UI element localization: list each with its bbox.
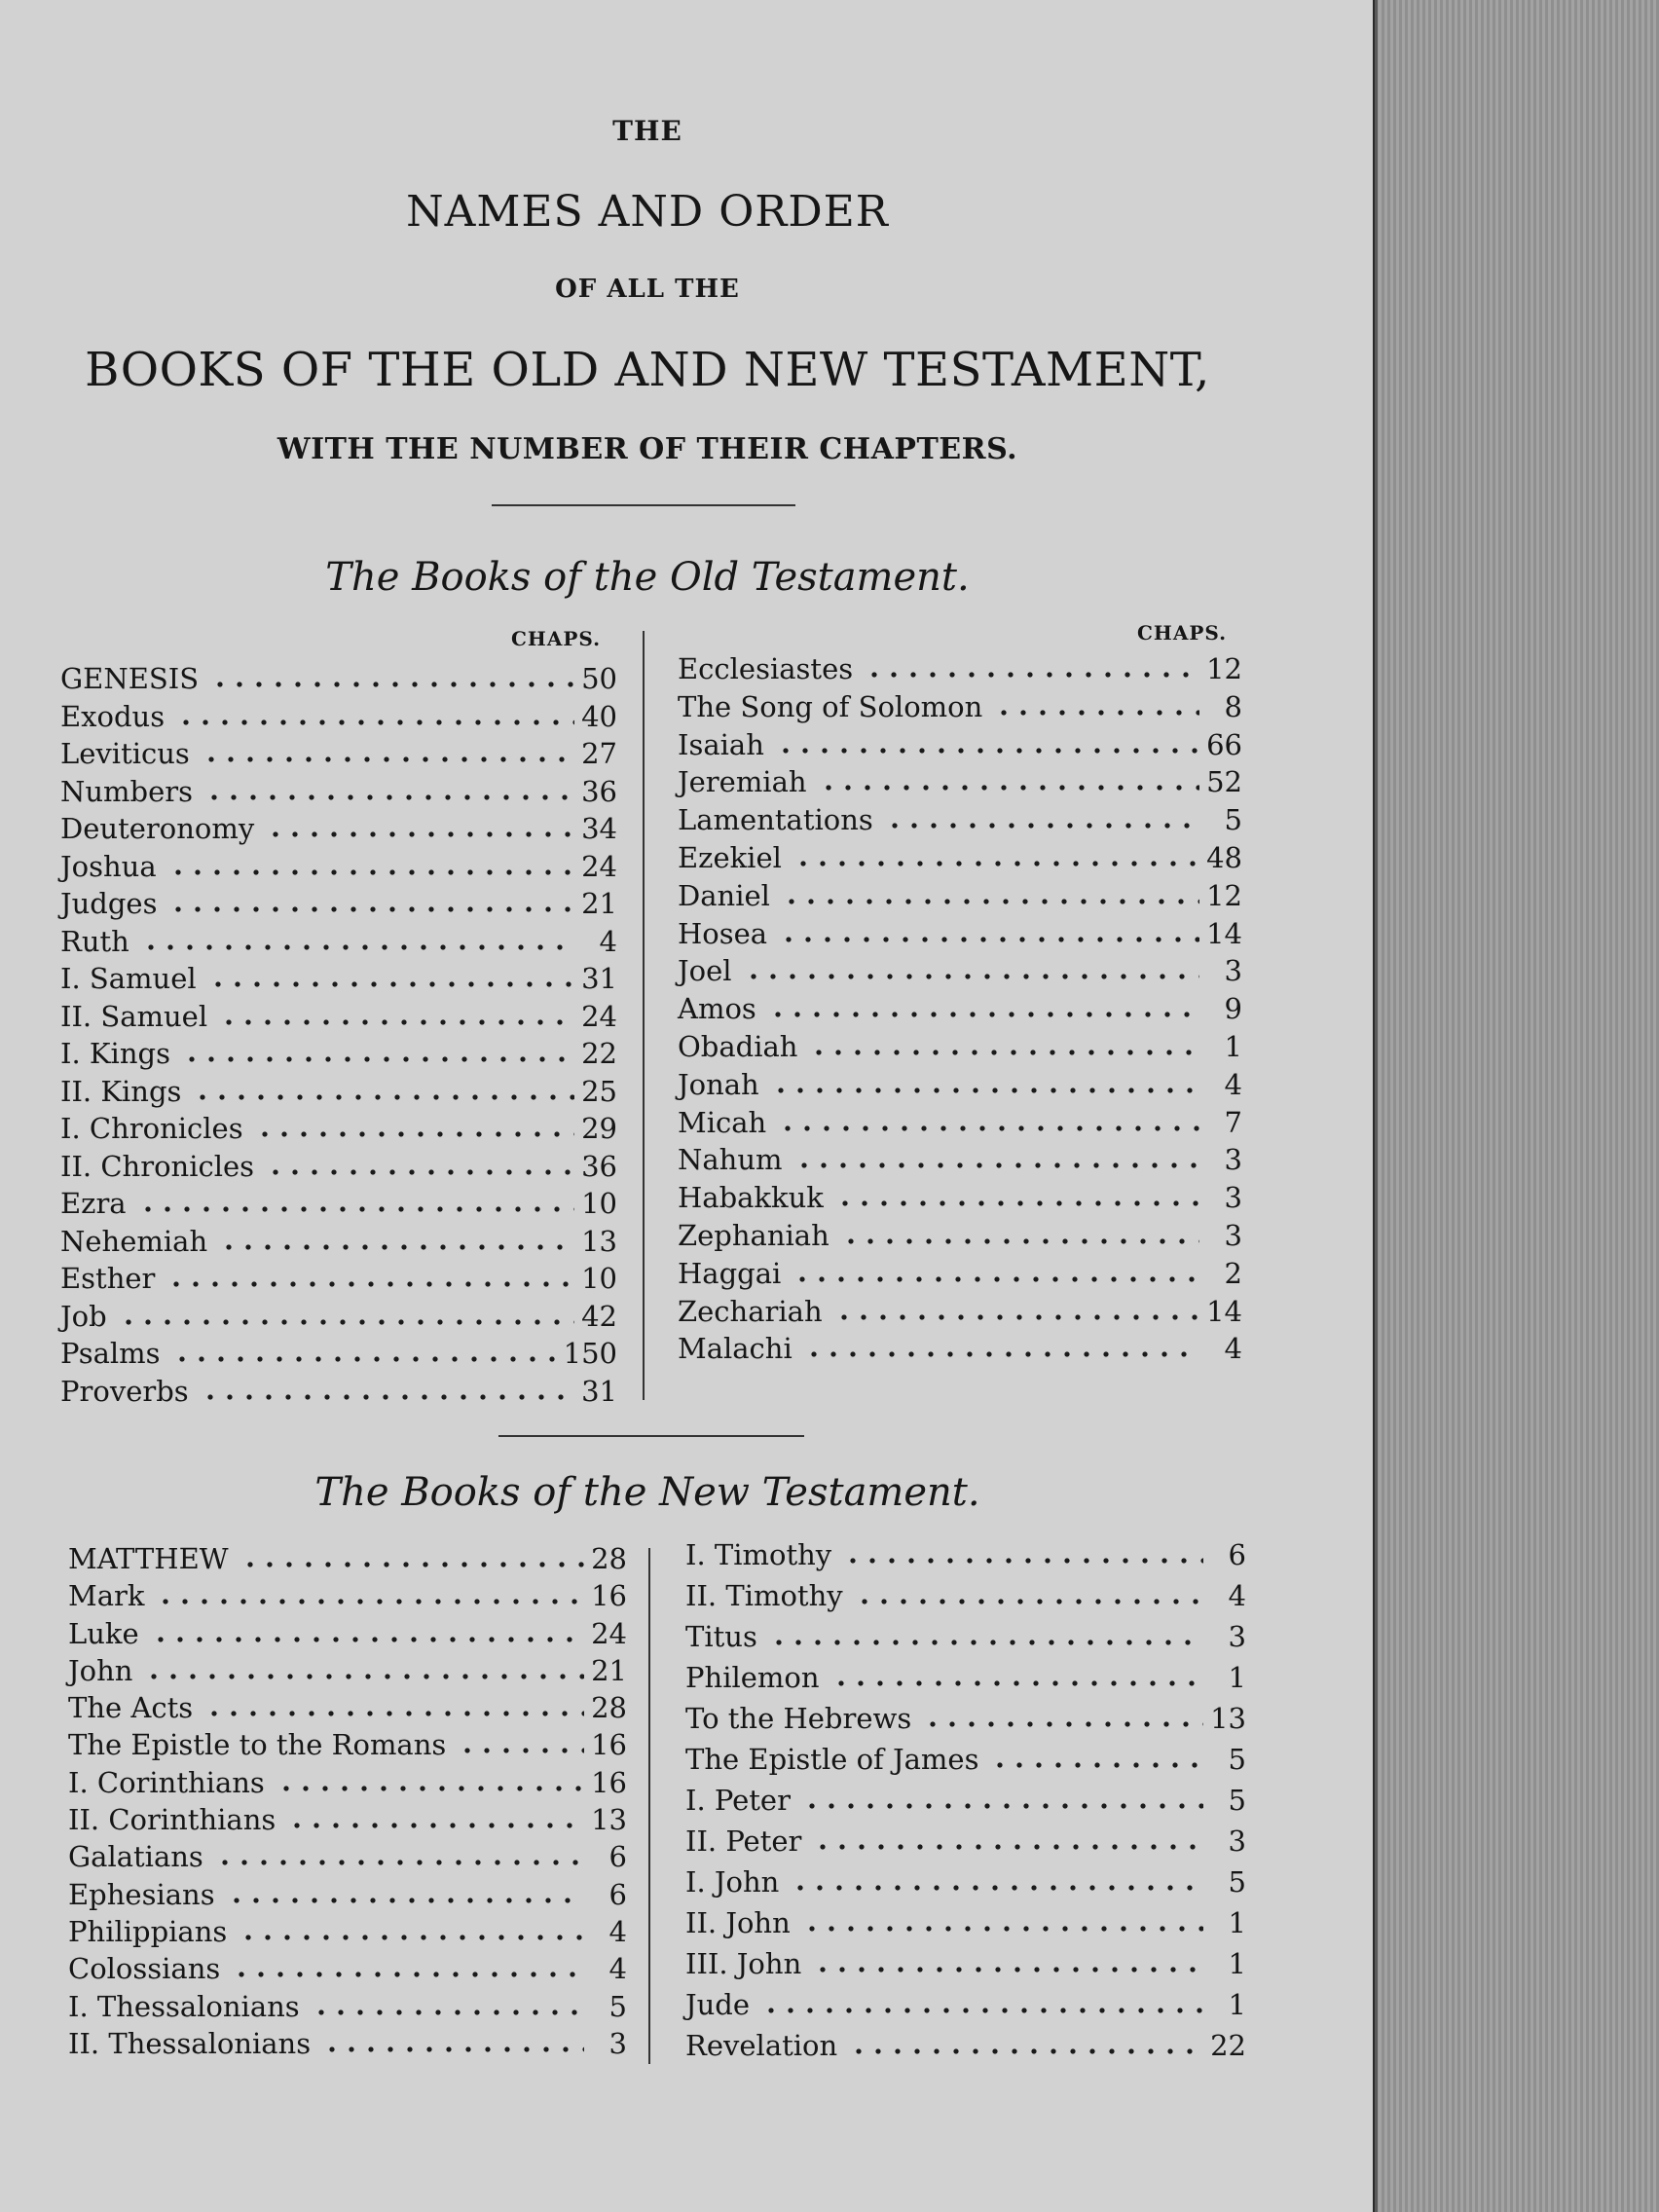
chapter-count: 3 bbox=[608, 2026, 627, 2060]
dot-leader bbox=[819, 780, 1199, 792]
book-entry bbox=[678, 765, 1242, 803]
book-entry bbox=[678, 1106, 1242, 1144]
book-entry bbox=[685, 1906, 1246, 1947]
dot-leader bbox=[793, 1272, 1199, 1283]
book-name: Exodus bbox=[60, 699, 166, 733]
book-name: Joel bbox=[678, 954, 732, 988]
book-name: Ezra bbox=[60, 1187, 127, 1220]
book-name: I. Chronicles bbox=[60, 1112, 243, 1145]
dot-leader bbox=[168, 865, 574, 876]
dot-leader bbox=[151, 1632, 584, 1643]
chaps-label-left: CHAPS. bbox=[511, 627, 602, 650]
dot-leader bbox=[227, 1893, 584, 1904]
book-entry bbox=[68, 1878, 627, 1915]
dot-leader bbox=[794, 1158, 1199, 1169]
dot-leader bbox=[287, 1818, 584, 1829]
book-entry bbox=[678, 1030, 1242, 1068]
book-name: Luke bbox=[68, 1616, 139, 1650]
chapter-count: 22 bbox=[1210, 2029, 1246, 2062]
chapter-count: 1 bbox=[1228, 1906, 1246, 1939]
book-name: Revelation bbox=[685, 2029, 838, 2062]
dot-leader bbox=[266, 827, 574, 838]
chapter-count: 36 bbox=[581, 1149, 617, 1183]
book-name: Colossians bbox=[68, 1952, 221, 1986]
book-name: MATTHEW bbox=[68, 1542, 229, 1575]
chapter-count: 13 bbox=[1210, 1702, 1246, 1735]
book-entry bbox=[685, 1661, 1246, 1702]
book-name: Isaiah bbox=[678, 727, 764, 761]
book-entry bbox=[678, 1332, 1242, 1370]
dot-leader bbox=[322, 2042, 584, 2053]
dot-leader bbox=[119, 1314, 574, 1326]
book-name: Philippians bbox=[68, 1914, 228, 1948]
dot-leader bbox=[215, 1855, 584, 1866]
dot-leader bbox=[793, 856, 1199, 867]
book-name: Ecclesiastes bbox=[678, 652, 854, 685]
book-entry bbox=[685, 1947, 1246, 1988]
book-entry bbox=[60, 1375, 617, 1413]
book-entry bbox=[60, 1037, 617, 1075]
dot-leader bbox=[219, 1014, 574, 1026]
chapter-count: 3 bbox=[1228, 1825, 1246, 1858]
chapter-count: 3 bbox=[1228, 1620, 1246, 1653]
chapter-count: 3 bbox=[1224, 1218, 1242, 1252]
book-entry bbox=[685, 1988, 1246, 2029]
chapter-count: 1 bbox=[1228, 1661, 1246, 1694]
chapter-count: 24 bbox=[581, 999, 617, 1033]
book-name: GENESIS bbox=[60, 662, 200, 695]
book-name: Jonah bbox=[678, 1067, 759, 1101]
chapter-count: 16 bbox=[591, 1765, 627, 1799]
chapter-count: 5 bbox=[1228, 1784, 1246, 1817]
chapter-count: 34 bbox=[581, 812, 617, 845]
dot-leader bbox=[210, 677, 574, 688]
book-name: III. John bbox=[685, 1947, 802, 1980]
book-entry bbox=[68, 1990, 627, 2027]
chapter-count: 5 bbox=[1224, 803, 1242, 837]
book-entry bbox=[678, 917, 1242, 955]
book-name: Esther bbox=[60, 1262, 156, 1295]
book-name: Deuteronomy bbox=[60, 812, 255, 845]
old-testament-left-list bbox=[60, 662, 617, 1412]
book-name: Daniel bbox=[678, 878, 770, 912]
dot-leader bbox=[204, 1706, 584, 1717]
book-name: I. Timothy bbox=[685, 1538, 832, 1571]
dot-leader bbox=[266, 1164, 574, 1176]
book-name: To the Hebrews bbox=[685, 1702, 912, 1735]
heading-names-and-order: NAMES AND ORDER bbox=[406, 187, 889, 237]
book-entry bbox=[685, 1825, 1246, 1865]
book-entry bbox=[60, 1225, 617, 1263]
dot-leader bbox=[813, 1962, 1203, 1973]
book-name: Micah bbox=[678, 1105, 767, 1139]
book-name: II. Peter bbox=[685, 1825, 802, 1858]
new-testament-left-list bbox=[68, 1542, 627, 2064]
chaps-label-right: CHAPS. bbox=[1137, 621, 1228, 645]
dot-leader bbox=[172, 1351, 558, 1363]
dot-leader bbox=[761, 2003, 1203, 2014]
chapter-count: 1 bbox=[1228, 1988, 1246, 2021]
chapter-count: 29 bbox=[581, 1112, 617, 1145]
book-entry bbox=[678, 954, 1242, 992]
book-name: Jude bbox=[685, 1988, 751, 2021]
chapter-count: 31 bbox=[581, 1374, 617, 1408]
chapter-count: 42 bbox=[581, 1299, 617, 1333]
dot-leader bbox=[865, 667, 1199, 679]
dot-leader bbox=[201, 1389, 574, 1401]
chapter-count: 150 bbox=[563, 1337, 617, 1370]
book-entry bbox=[68, 1691, 627, 1728]
chapter-count: 3 bbox=[1224, 1143, 1242, 1177]
chapter-count: 6 bbox=[1228, 1538, 1246, 1571]
book-entry bbox=[60, 1000, 617, 1038]
chapter-count: 2 bbox=[1224, 1256, 1242, 1290]
chapter-count: 3 bbox=[1224, 954, 1242, 988]
dot-leader bbox=[204, 790, 574, 801]
dot-leader bbox=[813, 1839, 1203, 1851]
book-entry bbox=[685, 1784, 1246, 1825]
chapter-count: 28 bbox=[591, 1542, 627, 1575]
book-name: I. Thessalonians bbox=[68, 1989, 300, 2023]
chapter-count: 48 bbox=[1206, 840, 1242, 874]
chapter-count: 13 bbox=[581, 1224, 617, 1258]
divider-rule-top bbox=[492, 504, 795, 506]
book-entry bbox=[60, 775, 617, 813]
book-name: The Song of Solomon bbox=[678, 689, 983, 723]
dot-leader bbox=[232, 1967, 584, 1978]
dot-leader bbox=[843, 1553, 1203, 1565]
chapter-count: 27 bbox=[581, 737, 617, 770]
chapter-count: 25 bbox=[581, 1074, 617, 1108]
dot-leader bbox=[193, 1089, 574, 1101]
book-entry bbox=[678, 1219, 1242, 1257]
heading-with-number-of-chapters: WITH THE NUMBER OF THEIR CHAPTERS. bbox=[276, 432, 1018, 466]
heading-the: THE bbox=[612, 115, 682, 147]
book-entry bbox=[678, 803, 1242, 841]
book-entry bbox=[678, 992, 1242, 1030]
old-testament-title: The Books of the Old Testament. bbox=[325, 555, 970, 600]
dot-leader bbox=[166, 1276, 574, 1288]
book-name: Mark bbox=[68, 1579, 145, 1613]
book-name: II. John bbox=[685, 1906, 791, 1939]
book-name: The Epistle to the Romans bbox=[68, 1728, 447, 1762]
book-entry bbox=[685, 2029, 1246, 2070]
chapter-count: 4 bbox=[599, 924, 617, 958]
old-testament-right-list bbox=[678, 652, 1242, 1370]
book-name: Haggai bbox=[678, 1256, 782, 1290]
chapter-count: 16 bbox=[591, 1579, 627, 1613]
book-name: Hosea bbox=[678, 916, 768, 950]
dot-leader bbox=[176, 715, 574, 726]
dot-leader bbox=[219, 1239, 574, 1251]
book-name: Nehemiah bbox=[60, 1224, 208, 1258]
book-name: I. Corinthians bbox=[68, 1765, 265, 1799]
background-surface bbox=[1379, 0, 1659, 2212]
dot-leader bbox=[182, 1051, 574, 1063]
book-entry bbox=[685, 1579, 1246, 1620]
column-divider-new-testament bbox=[648, 1548, 650, 2064]
book-entry bbox=[68, 1766, 627, 1803]
book-entry bbox=[685, 1538, 1246, 1579]
book-name: I. Kings bbox=[60, 1037, 170, 1070]
book-entry bbox=[60, 812, 617, 850]
book-entry bbox=[678, 652, 1242, 690]
book-entry bbox=[678, 1257, 1242, 1295]
book-entry bbox=[60, 700, 617, 738]
book-name: John bbox=[68, 1653, 133, 1687]
chapter-count: 9 bbox=[1224, 992, 1242, 1026]
book-entry bbox=[685, 1620, 1246, 1661]
dot-leader bbox=[312, 2005, 584, 2016]
dot-leader bbox=[138, 1201, 574, 1213]
dot-leader bbox=[782, 894, 1199, 905]
chapter-count: 24 bbox=[591, 1616, 627, 1650]
dot-leader bbox=[769, 1635, 1203, 1646]
book-entry bbox=[68, 1542, 627, 1579]
dot-leader bbox=[802, 1798, 1203, 1810]
book-name: The Epistle of James bbox=[685, 1743, 979, 1776]
book-name: Joshua bbox=[60, 849, 157, 883]
book-entry bbox=[68, 1952, 627, 1989]
book-entry bbox=[678, 1143, 1242, 1181]
dot-leader bbox=[458, 1743, 584, 1754]
chapter-count: 14 bbox=[1206, 916, 1242, 950]
book-entry bbox=[68, 1915, 627, 1952]
book-name: Zephaniah bbox=[678, 1218, 830, 1252]
dot-leader bbox=[202, 752, 574, 763]
book-name: Nahum bbox=[678, 1143, 783, 1177]
book-name: II. Kings bbox=[60, 1074, 182, 1108]
book-name: Galatians bbox=[68, 1840, 203, 1874]
chapter-count: 4 bbox=[608, 1952, 627, 1986]
book-entry bbox=[68, 1617, 627, 1654]
book-entry bbox=[678, 1295, 1242, 1333]
dot-leader bbox=[240, 1557, 584, 1568]
dot-leader bbox=[990, 1757, 1203, 1769]
chapter-count: 5 bbox=[1228, 1743, 1246, 1776]
dot-leader bbox=[923, 1716, 1203, 1728]
book-name: Malachi bbox=[678, 1332, 793, 1366]
dot-leader bbox=[255, 1126, 574, 1138]
book-entry bbox=[68, 2027, 627, 2064]
book-entry bbox=[60, 850, 617, 888]
chapter-count: 13 bbox=[591, 1803, 627, 1837]
dot-leader bbox=[276, 1781, 584, 1792]
book-name: Job bbox=[60, 1299, 107, 1333]
book-name: II. Timothy bbox=[685, 1579, 843, 1612]
book-entry bbox=[678, 728, 1242, 766]
dot-leader bbox=[849, 2044, 1203, 2055]
dot-leader bbox=[208, 977, 574, 988]
book-name: Ephesians bbox=[68, 1877, 215, 1911]
book-name: II. Corinthians bbox=[68, 1803, 276, 1837]
book-entry bbox=[685, 1743, 1246, 1784]
dot-leader bbox=[855, 1594, 1203, 1605]
dot-leader bbox=[831, 1676, 1203, 1687]
chapter-count: 50 bbox=[581, 662, 617, 695]
chapter-count: 1 bbox=[1228, 1947, 1246, 1980]
chapter-count: 3 bbox=[1224, 1181, 1242, 1215]
dot-leader bbox=[768, 1007, 1199, 1018]
dot-leader bbox=[791, 1880, 1203, 1892]
chapter-count: 14 bbox=[1206, 1294, 1242, 1328]
book-name: I. Peter bbox=[685, 1784, 791, 1817]
chapter-count: 21 bbox=[581, 887, 617, 920]
dot-leader bbox=[744, 969, 1199, 980]
chapter-count: 36 bbox=[581, 774, 617, 808]
book-entry bbox=[68, 1803, 627, 1840]
chapter-count: 1 bbox=[1224, 1029, 1242, 1063]
dot-leader bbox=[802, 1921, 1203, 1933]
book-entry bbox=[60, 1150, 617, 1188]
chapter-count: 4 bbox=[1228, 1579, 1246, 1612]
book-name: I. Samuel bbox=[60, 962, 197, 995]
book-name: The Acts bbox=[68, 1691, 194, 1725]
dot-leader bbox=[779, 932, 1199, 943]
chapter-count: 24 bbox=[581, 849, 617, 883]
book-entry bbox=[678, 841, 1242, 879]
book-entry bbox=[60, 737, 617, 775]
dot-leader bbox=[168, 902, 574, 913]
chapter-count: 31 bbox=[581, 962, 617, 995]
dot-leader bbox=[804, 1346, 1199, 1358]
book-entry bbox=[685, 1702, 1246, 1743]
book-entry bbox=[60, 925, 617, 963]
book-entry bbox=[68, 1654, 627, 1691]
book-name: Obadiah bbox=[678, 1029, 798, 1063]
book-name: Ezekiel bbox=[678, 840, 782, 874]
book-entry bbox=[60, 1187, 617, 1225]
book-entry bbox=[678, 690, 1242, 728]
chapter-count: 4 bbox=[608, 1914, 627, 1948]
book-entry bbox=[60, 662, 617, 700]
book-entry bbox=[60, 1112, 617, 1150]
chapter-count: 28 bbox=[591, 1691, 627, 1725]
dot-leader bbox=[809, 1045, 1199, 1056]
chapter-count: 4 bbox=[1224, 1332, 1242, 1366]
chapter-count: 40 bbox=[581, 699, 617, 733]
book-name: II. Samuel bbox=[60, 999, 208, 1033]
book-name: Proverbs bbox=[60, 1374, 189, 1408]
chapter-count: 52 bbox=[1206, 765, 1242, 799]
new-testament-right-list bbox=[685, 1538, 1246, 2070]
chapter-count: 22 bbox=[581, 1037, 617, 1070]
dot-leader bbox=[776, 743, 1199, 755]
book-entry bbox=[68, 1840, 627, 1877]
dot-leader bbox=[771, 1083, 1199, 1094]
dot-leader bbox=[144, 1669, 584, 1680]
chapter-count: 5 bbox=[1228, 1865, 1246, 1899]
book-name: Habakkuk bbox=[678, 1181, 824, 1215]
book-name: Titus bbox=[685, 1620, 757, 1653]
chapter-count: 21 bbox=[591, 1653, 627, 1687]
book-name: II. Thessalonians bbox=[68, 2026, 312, 2060]
dot-leader bbox=[885, 818, 1199, 830]
chapter-count: 8 bbox=[1224, 689, 1242, 723]
book-entry bbox=[60, 1075, 617, 1113]
book-name: Zechariah bbox=[678, 1294, 823, 1328]
book-name: Psalms bbox=[60, 1337, 161, 1370]
dot-leader bbox=[835, 1196, 1199, 1207]
column-divider-old-testament bbox=[643, 631, 645, 1400]
book-entry bbox=[60, 887, 617, 925]
divider-rule-middle bbox=[498, 1435, 804, 1437]
book-entry bbox=[678, 1181, 1242, 1219]
book-name: I. John bbox=[685, 1865, 780, 1899]
chapter-count: 12 bbox=[1206, 652, 1242, 685]
book-name: Jeremiah bbox=[678, 765, 807, 799]
chapter-count: 12 bbox=[1206, 878, 1242, 912]
chapter-count: 4 bbox=[1224, 1067, 1242, 1101]
chapter-count: 10 bbox=[581, 1262, 617, 1295]
dot-leader bbox=[239, 1930, 584, 1941]
book-entry bbox=[60, 1262, 617, 1300]
book-entry bbox=[60, 1337, 617, 1375]
dot-leader bbox=[141, 940, 574, 951]
chapter-count: 10 bbox=[581, 1187, 617, 1220]
chapter-count: 5 bbox=[608, 1989, 627, 2023]
heading-of-all-the: OF ALL THE bbox=[555, 275, 740, 304]
book-name: Numbers bbox=[60, 774, 194, 808]
chapter-count: 66 bbox=[1206, 727, 1242, 761]
book-name: Leviticus bbox=[60, 737, 190, 770]
book-entry bbox=[68, 1728, 627, 1765]
dot-leader bbox=[834, 1309, 1199, 1321]
chapter-count: 6 bbox=[608, 1877, 627, 1911]
book-entry bbox=[678, 1068, 1242, 1106]
book-name: Judges bbox=[60, 887, 158, 920]
chapter-count: 6 bbox=[608, 1840, 627, 1874]
book-name: II. Chronicles bbox=[60, 1149, 255, 1183]
book-name: Amos bbox=[678, 992, 756, 1026]
book-entry bbox=[68, 1579, 627, 1616]
book-entry bbox=[60, 962, 617, 1000]
book-entry bbox=[685, 1865, 1246, 1906]
book-name: Lamentations bbox=[678, 803, 873, 837]
chapter-count: 16 bbox=[591, 1728, 627, 1762]
heading-books-of-testament: BOOKS OF THE OLD AND NEW TESTAMENT, bbox=[85, 343, 1210, 397]
dot-leader bbox=[156, 1594, 584, 1605]
book-name: Philemon bbox=[685, 1661, 820, 1694]
dot-leader bbox=[841, 1234, 1199, 1245]
chapter-count: 7 bbox=[1224, 1105, 1242, 1139]
book-name: Ruth bbox=[60, 924, 129, 958]
book-entry bbox=[60, 1300, 617, 1338]
dot-leader bbox=[994, 705, 1199, 717]
new-testament-title: The Books of the New Testament. bbox=[314, 1470, 980, 1515]
dot-leader bbox=[778, 1121, 1199, 1132]
book-entry bbox=[678, 879, 1242, 917]
